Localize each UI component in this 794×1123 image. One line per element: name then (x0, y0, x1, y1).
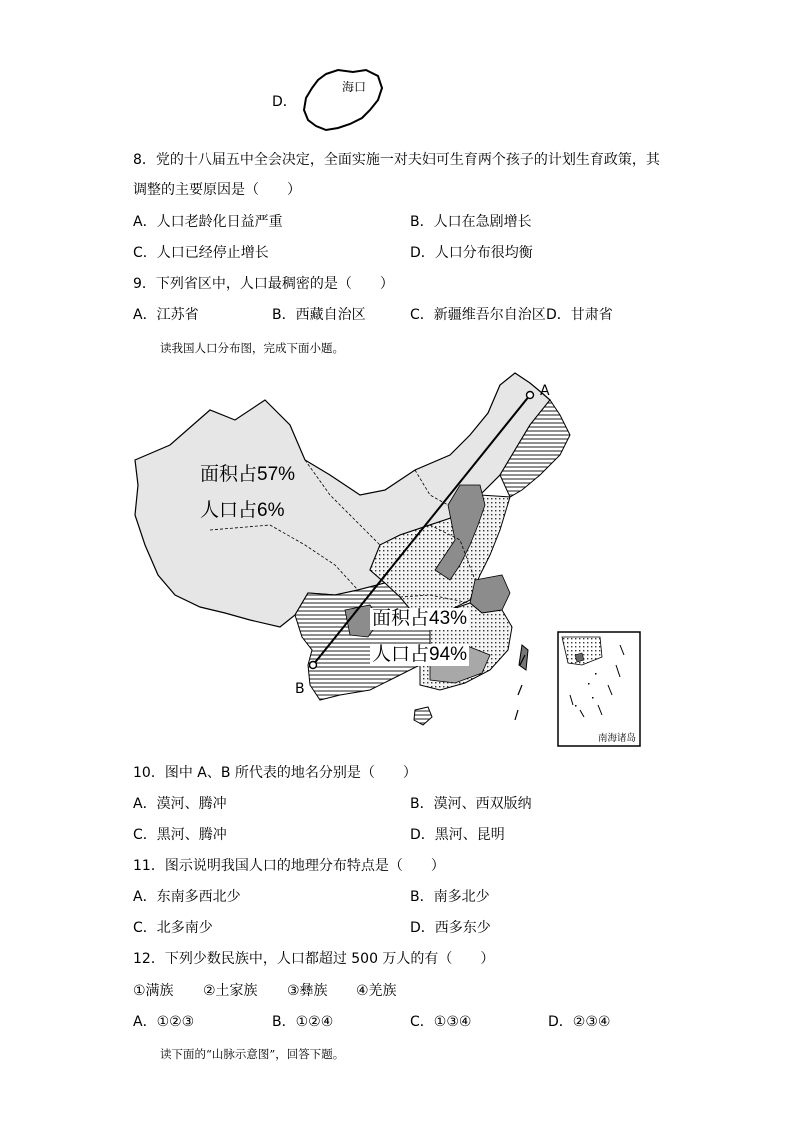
q11-option-b[interactable]: B．南多北少 (410, 889, 490, 905)
q8-stem-line2: 调整的主要原因是（ ） (133, 182, 301, 198)
west-population-label: 人口占6% (200, 500, 285, 521)
q12-choice-4: ④羌族 (356, 983, 397, 999)
q8-option-b[interactable]: B．人口在急剧增长 (410, 214, 532, 230)
q9-option-c[interactable]: C．新疆维吾尔自治区 (410, 307, 546, 323)
inset-label: 南海诸岛 (598, 733, 637, 744)
q12-choice-2: ②土家族 (203, 983, 258, 999)
hainan-island-outline (298, 66, 388, 136)
q10-option-a[interactable]: A．漠河、腾冲 (133, 796, 227, 812)
q9-option-b[interactable]: B．西藏自治区 (272, 307, 366, 323)
q12-choice-1: ①满族 (133, 983, 174, 999)
q7-option-d-letter: D． (272, 94, 297, 110)
yangtze-delta (470, 575, 510, 613)
point-b-label: B (295, 681, 305, 697)
q11-option-c[interactable]: C．北多南少 (133, 920, 213, 936)
q8-option-d[interactable]: D．人口分布很均衡 (410, 245, 533, 261)
q12-option-b[interactable]: B．①②④ (272, 1014, 334, 1030)
map-instruction: 读我国人口分布图，完成下面小题。 (160, 341, 344, 355)
west-area-label: 面积占57% (200, 464, 296, 485)
q12-option-d[interactable]: D．②③④ (548, 1014, 611, 1030)
q8-option-c[interactable]: C．人口已经停止增长 (133, 245, 269, 261)
point-a-label: A (540, 383, 550, 399)
q11-option-d[interactable]: D．西多东少 (410, 920, 491, 936)
q10-option-b[interactable]: B．漠河、西双版纳 (410, 796, 532, 812)
q12-option-c[interactable]: C．①③④ (410, 1014, 472, 1030)
hainan (414, 707, 432, 725)
point-a-marker (527, 392, 534, 399)
q11-option-a[interactable]: A．东南多西北少 (133, 889, 241, 905)
haikou-label: 海口 (342, 80, 367, 94)
q9-stem: 9．下列省区中，人口最稠密的是（ ） (133, 276, 394, 292)
point-b-marker (310, 662, 317, 669)
q12-option-a[interactable]: A．①②③ (133, 1014, 195, 1030)
mountain-instruction: 读下面的“山脉示意图”，回答下题。 (160, 1047, 345, 1061)
q10-stem: 10．图中 A、B 所代表的地名分别是（ ） (133, 765, 417, 781)
q10-option-c[interactable]: C．黑河、腾冲 (133, 827, 227, 843)
china-population-map (130, 365, 650, 750)
q8-stem-line1: 8．党的十八届五中全会决定，全面实施一对夫妇可生育两个孩子的计划生育政策，其 (133, 152, 660, 168)
q9-option-d[interactable]: D．甘肃省 (546, 307, 613, 323)
q9-option-a[interactable]: A．江苏省 (133, 307, 199, 323)
q10-option-d[interactable]: D．黑河、昆明 (410, 827, 505, 843)
east-population-label: 人口占94% (372, 644, 468, 665)
q11-stem: 11．图示说明我国人口的地理分布特点是（ ） (133, 858, 445, 874)
q8-option-a[interactable]: A．人口老龄化日益严重 (133, 214, 283, 230)
q12-choice-3: ③彝族 (287, 983, 328, 999)
east-area-label: 面积占43% (372, 608, 468, 629)
q12-stem: 12．下列少数民族中，人口都超过 500 万人的有（ ） (133, 951, 495, 967)
